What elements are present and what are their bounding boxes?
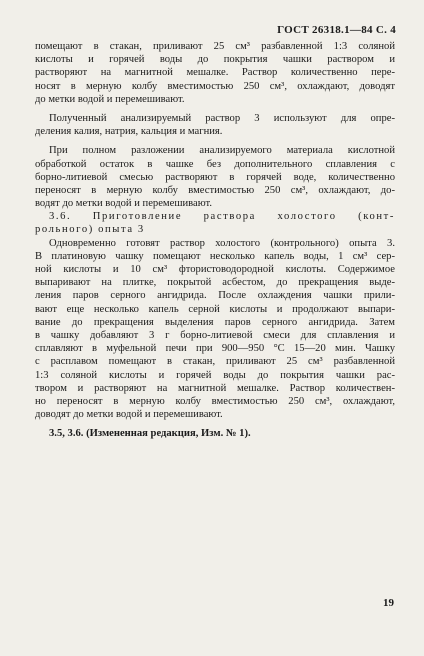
text-line: переносят в мерную колбу вместимостью 250 см³, охлаждают, до- (35, 184, 395, 196)
text-line: в чашку добавляют 3 г борно-литиевой смеси для сплавления и (35, 329, 395, 341)
document-body (35, 40, 395, 440)
text-line: но переносят в мерную колбу вместимостью 250 см³, охлаждают, (35, 395, 395, 407)
text-line: рольного) опыта 3 (35, 224, 145, 236)
text-line: сплавляют в муфельной печи при 900—950 °С 15—20 мин. Чашку (35, 343, 395, 355)
text-line: ной кислоты и 10 см³ фтористоводородной кислоты. Содержимое (35, 264, 395, 275)
text-line: деления калия, натрия, кальция и магния. (35, 126, 223, 138)
text-line: выпаривают на плитке, покрытой асбестом, до прекращения выде- (35, 277, 395, 289)
page-header: ГОСТ 26318.1—84 С. 4 (277, 24, 396, 36)
text-line: 1:3 соляной кислоты и горячей воды до покрытия чашки рас- (35, 369, 395, 381)
text-line: борно-литиевой смесью растворяют в горячей воде, количественно (35, 171, 395, 183)
text-line: доводят до метки водой и перемешивают. (35, 409, 223, 421)
text-line: растворяют на магнитной мешалке. Раствор количественно пере- (35, 67, 395, 79)
text-line: водят до метки водой и перемешивают. (35, 198, 212, 210)
page-number: 19 (383, 597, 394, 609)
text-line: 3.6. Приготовление раствора холостого (конт- (49, 211, 395, 223)
text-line: обработкой остаток в чашке без дополнительного сплавления с (35, 158, 395, 170)
text-line: кислоты и горячей воды до покрытия чашки раствором и (35, 54, 395, 66)
text-line: Полученный анализируемый раствор 3 используют для опре- (49, 112, 395, 124)
text-line: помещают в стакан, приливают 25 см³ разбавленной 1:3 соляной (35, 41, 395, 52)
text-line: вают еще несколько капель серной кислоты и продолжают выпари- (35, 303, 395, 315)
text-line: вание до прекращения выделения паров серного ангидрида. Затем (35, 316, 395, 328)
text-line: 3.5, 3.6. (Измененная редакция, Изм. № 1). (49, 428, 251, 440)
text-line: до метки водой и перемешивают. (35, 93, 185, 105)
text-line: ления паров серного ангидрида. После охлаждения чашки прили- (35, 290, 395, 302)
text-line: с расплавом помещают в стакан, приливают 25 см³ разбавленной (35, 356, 395, 368)
text-line: Одновременно готовят раствор холостого (контрольного) опыта 3. (49, 237, 395, 249)
text-line: В платиновую чашку помещают несколько капель воды, 1 см³ сер- (35, 250, 395, 262)
text-line: При полном разложении анализируемого материала кислотной (49, 145, 395, 157)
text-line: твором и растворяют на магнитной мешалке. Раствор количествен- (35, 382, 395, 394)
text-line: носят в мерную колбу вместимостью 250 см³, охлаждают, доводят (35, 80, 395, 92)
